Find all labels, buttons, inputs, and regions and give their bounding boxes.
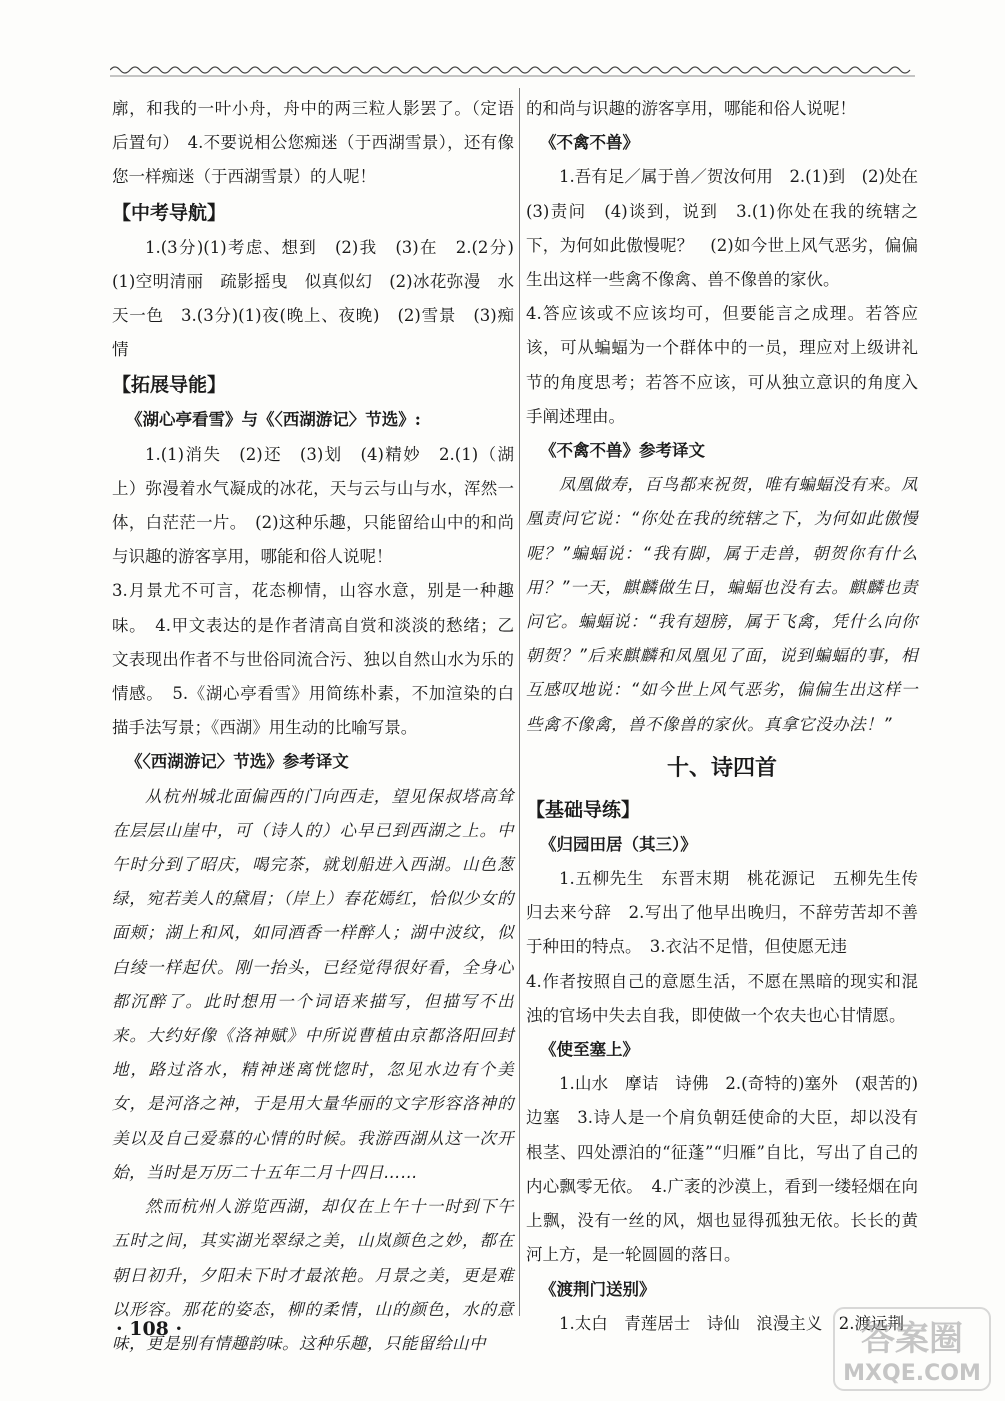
watermark-logo xyxy=(832,1306,992,1392)
tuozhan-heading: 【拓展导能】 xyxy=(112,374,227,397)
chapter-title: 十、诗四首 xyxy=(666,754,777,781)
shizhi-answers: 1.山水 摩诘 诗佛 2.(奇特的)塞外 (艰苦的)边塞 3.诗人是一个肩负朝廷使命的大臣，却以没有根茎、四处漂泊的“征蓬”“归雁”自比，写出了自己的内心飘零无依。 4.广袤的沙漠上，看到一缕轻烟在向上飘，没有一丝的风，烟也显得孤独无依。长长的黄河上方，是一轮圆圆的落日。 xyxy=(526,1074,918,1265)
shizhi-subheading: 《使至塞上》 xyxy=(540,1040,639,1060)
xihu-translation-para-1: 从杭州城北面偏西的门向西走，望见保叔塔高耸在层层山崖中，可（诗人的）心早已到西湖之上。中午时分到了昭庆，喝完茶，就划船进入西湖。山色葱绿，宛若美人的黛眉；（岸上）春花嫣红，恰似少女的面颊；湖上和风，如同酒香一样醉人；湖中波纹，似白绫一样起伏。刚一抬头，已经觉得很好看，全身心都沉醉了。此时想用一个词语来描写，但描写不出来。大约好像《洛神赋》中所说曹植由京都洛阳回封地，路过洛水，精神迷离恍惚时，忽见水边有个美女，是河洛之神，于是用大量华丽的文字形容洛神的美以及自己爱慕的心情的时候。我游西湖从这一次开始，当时是万历二十五年二月十四日…… xyxy=(112,786,514,1182)
zhongkao-heading: 【中考导航】 xyxy=(112,201,227,224)
buqin-answers-2: 4.答应该或不应该均可，但要能言之成理。若答应该，可从蝙蝠为一个群体中的一员，理应对上级讲礼节的角度思考；若答不应该，可从独立意识的角度入手阐述理由。 xyxy=(526,304,918,426)
buqin-answers-1: 1.吾有足／属于兽／贺汝何用 2.(1)到 (2)处在 (3)责问 (4)谈到，说到 3.(1)你处在我的统辖之下，为何如此傲慢呢？ (2)如今世上风气恶劣，偏偏生出这样一些禽不像禽、兽不像兽的家伙。 xyxy=(526,167,935,290)
left-intro-text: 廓，和我的一叶小舟，舟中的两三粒人影罢了。（定语后置句） 4.不要说相公您痴迷（于西湖雪景），还有像您一样痴迷（于西湖雪景）的人呢！ xyxy=(112,99,514,187)
watermark-text-en: MXQE.COM xyxy=(843,1361,981,1386)
tuozhan-answers-1: 1.(1)消失 (2)还 (3)划 (4)精妙 2.(1)（湖上）弥漫着水气凝成的冰花，天与云与山与水，浑然一体，白茫茫一片。 (2)这种乐趣，只能留给山中的和尚与识趣的游客享用，哪能和俗人说呢！ xyxy=(112,444,514,567)
page-number: · 108 · xyxy=(116,1318,183,1340)
guiyuan-answers-1: 1.五柳先生 东晋末期 桃花源记 五柳先生传 归去来兮辞 2.写出了他早出晚归，不辞劳苦却不善于种田的特点。 3.衣沾不足惜，但使愿无违 xyxy=(526,869,935,957)
right-column xyxy=(526,92,935,1341)
xihu-translation-heading: 《〈西湖游记〉节选》参考译文 xyxy=(126,752,349,772)
tuozhan-subheading: 《湖心亭看雪》与《〈西湖游记〉节选》: xyxy=(126,410,421,430)
left-column xyxy=(112,92,514,1361)
guiyuan-answers-2: 4.作者按照自己的意愿生活，不愿在黑暗的现实和混浊的官场中失去自我，即使做一个农夫也心甘情愿。 xyxy=(526,971,918,1025)
dujing-answers: 1.太白 青莲居士 诗仙 浪漫主义 2.渡远荆 xyxy=(559,1313,904,1333)
xihu-translation-para-2: 然而杭州人游览西湖，却仅在上午十一时到下午五时之间，其实湖光翠绿之美，山岚颜色之妙，都在朝日初升，夕阳未下时才最浓艳。月景之美，更是难以形容。那花的姿态，柳的柔情，山的颜色，水的意味，更是别有情趣韵味。这种乐趣，只能留给山中 xyxy=(112,1197,514,1353)
buqin-translation-heading: 《不禽不兽》参考译文 xyxy=(540,441,705,461)
top-ornament-border xyxy=(110,62,915,78)
jichu-heading: 【基础导练】 xyxy=(526,798,641,821)
zhongkao-answers: 1.(3分)(1)考虑、想到 (2)我 (3)在 2.(2分)(1)空明清丽 疏影摇曳 似真似幻 (2)冰花弥漫 水天一色 3.(3分)(1)夜(晚上、夜晚) (2)雪景 (3)痴情 xyxy=(112,237,514,360)
right-continued-text: 的和尚与识趣的游客享用，哪能和俗人说呢！ xyxy=(526,99,856,118)
dujing-subheading: 《渡荆门送别》 xyxy=(540,1279,656,1299)
guiyuan-subheading: 《归园田居（其三）》 xyxy=(540,834,697,854)
tuozhan-answers-2: 3.月景尤不可言，花态柳情，山容水意，别是一种趣味。 4.甲文表达的是作者清高自赏和淡淡的愁绪；乙文表现出作者不与世俗同流合污、独以自然山水为乐的情感。 5.《湖心亭看雪》用简练朴素，不加渲染的白描手法写景；《西湖》用生动的比喻写景。 xyxy=(112,581,514,738)
buqin-subheading: 《不禽不兽》 xyxy=(540,133,639,153)
buqin-translation: 凤凰做寿，百鸟都来祝贺，唯有蝙蝠没有来。凤凰责问它说：“你处在我的统辖之下，为何如此傲慢呢？”蝙蝠说：“我有脚，属于走兽，朝贺你有什么用？”一天，麒麟做生日，蝙蝠也没有去。麒麟也责问它。蝙蝠说：“我有翅膀，属于飞禽，凭什么向你朝贺？”后来麒麟和凤凰见了面，说到蝙蝠的事，相互感叹地说：“如今世上风气恶劣，偏偏生出这样一些禽不像禽，兽不像兽的家伙。真拿它没办法！” xyxy=(526,475,918,734)
column-divider xyxy=(519,88,520,1316)
watermark-text-cn: 答案圈 xyxy=(861,1319,963,1359)
